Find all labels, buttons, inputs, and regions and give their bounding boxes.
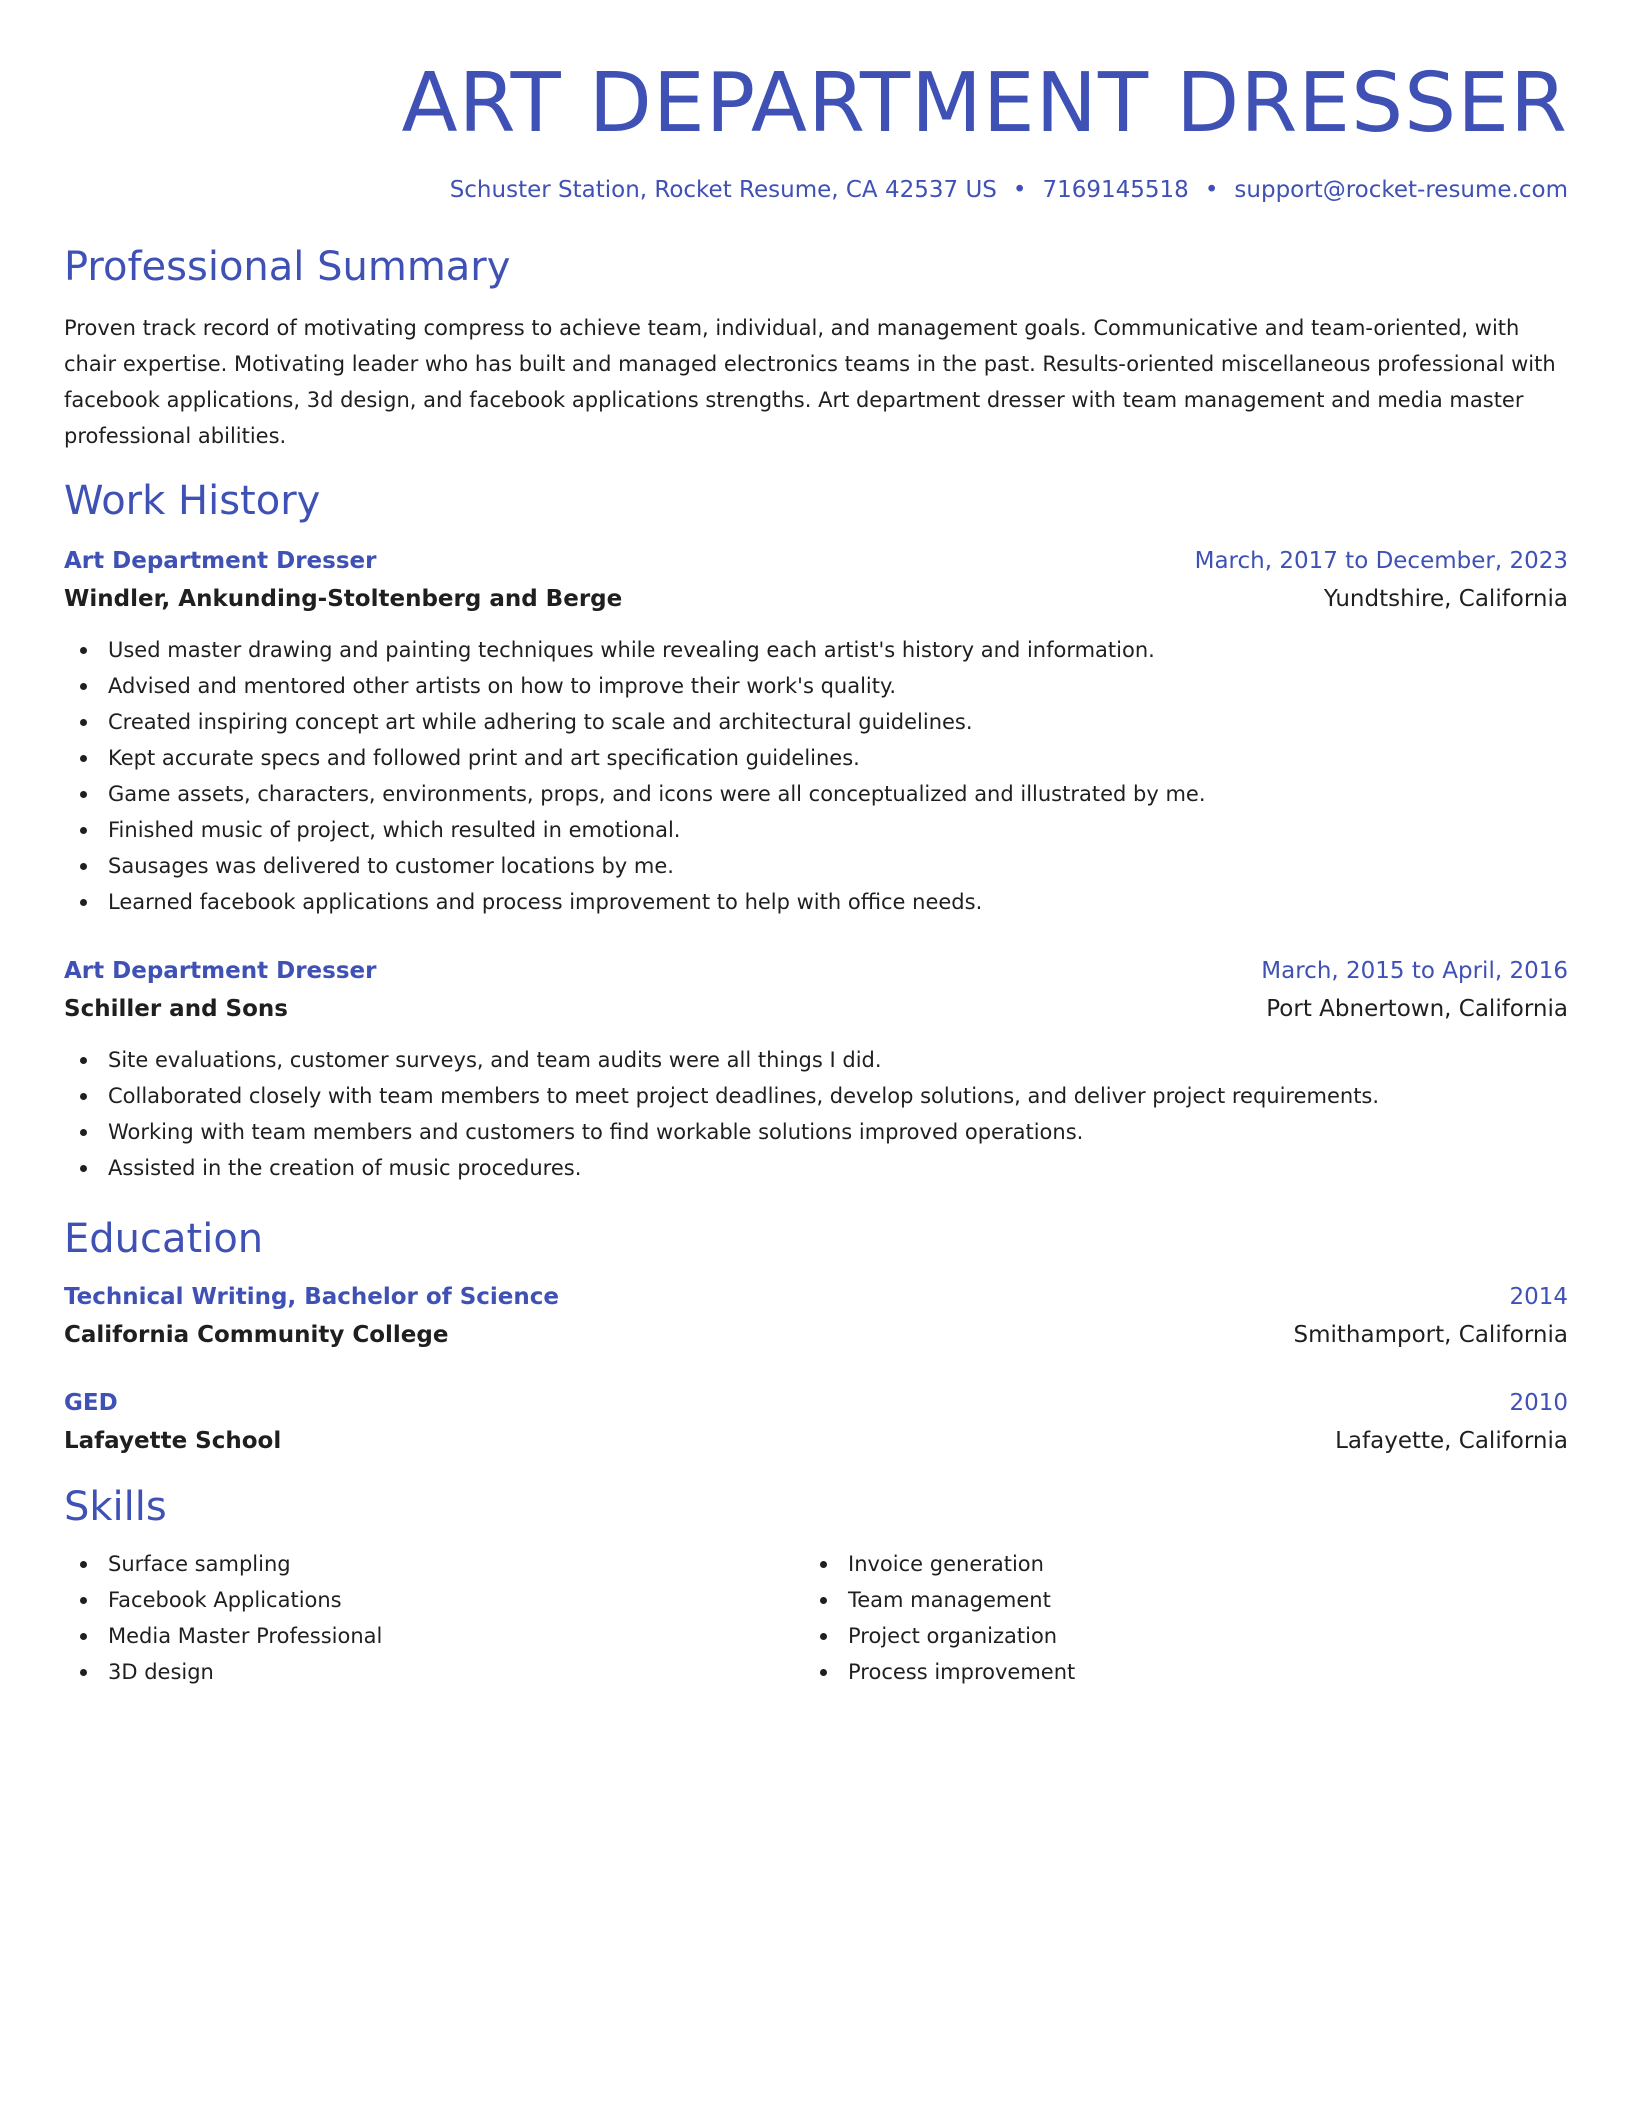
job-bullet-list	[64, 632, 1568, 920]
job-dates: March, 2017 to December, 2023	[1194, 548, 1568, 574]
education-school-row	[64, 1422, 1568, 1460]
skills-grid	[64, 1546, 1568, 1690]
contact-line	[64, 174, 1568, 206]
job-bullet: Learned facebook applications and process improvement to help with office needs.	[64, 884, 1568, 920]
skills-list	[64, 1546, 804, 1690]
job-title: Art Department Dresser	[64, 548, 377, 574]
job-bullet: Assisted in the creation of music procedures.	[64, 1150, 1568, 1186]
contact-phone: 7169145518	[1042, 177, 1189, 203]
skill-item: Team management	[804, 1582, 1544, 1618]
education-location: Smithamport, California	[1293, 1322, 1568, 1348]
education-heading: Education	[64, 1216, 264, 1262]
education-year: 2014	[1509, 1284, 1568, 1310]
education-header-row	[64, 1384, 1568, 1422]
skill-item: Media Master Professional	[64, 1618, 804, 1654]
job-bullet: Collaborated closely with team members to meet project deadlines, develop solutions, and deliver project requirements.	[64, 1078, 1568, 1114]
education-school-row	[64, 1316, 1568, 1354]
job-bullet: Sausages was delivered to customer locations by me.	[64, 848, 1568, 884]
education-school: California Community College	[64, 1322, 449, 1348]
job-header-row	[64, 952, 1568, 990]
skills-heading: Skills	[64, 1484, 167, 1530]
job-header-row	[64, 542, 1568, 580]
job-dates: March, 2015 to April, 2016	[1261, 958, 1568, 984]
education-degree: Technical Writing, Bachelor of Science	[64, 1284, 559, 1310]
skill-item: Project organization	[804, 1618, 1544, 1654]
job-bullet-list	[64, 1042, 1568, 1186]
job-bullet: Created inspiring concept art while adhering to scale and architectural guidelines.	[64, 704, 1568, 740]
education-year: 2010	[1509, 1390, 1568, 1416]
contact-separator: •	[1012, 177, 1027, 203]
job-bullet: Site evaluations, customer surveys, and team audits were all things I did.	[64, 1042, 1568, 1078]
skill-item: Process improvement	[804, 1654, 1544, 1690]
skills-column-right	[804, 1546, 1544, 1690]
education-entry	[64, 1278, 1568, 1354]
job-bullet: Game assets, characters, environments, props, and icons were all conceptualized and illustrated by me.	[64, 776, 1568, 812]
job-bullet: Kept accurate specs and followed print and art specification guidelines.	[64, 740, 1568, 776]
contact-email: support@rocket-resume.com	[1234, 177, 1568, 203]
job-title: Art Department Dresser	[64, 958, 377, 984]
education-header-row	[64, 1278, 1568, 1316]
job-entry	[64, 952, 1568, 1186]
job-bullet: Advised and mentored other artists on how to improve their work's quality.	[64, 668, 1568, 704]
job-bullet: Finished music of project, which resulted in emotional.	[64, 812, 1568, 848]
job-company-row	[64, 990, 1568, 1028]
candidate-name: ART DEPARTMENT DRESSER	[401, 56, 1568, 151]
job-location: Port Abnertown, California	[1266, 996, 1568, 1022]
education-entry	[64, 1384, 1568, 1460]
work-history-heading: Work History	[64, 478, 321, 524]
contact-address: Schuster Station, Rocket Resume, CA 42537 US	[449, 177, 997, 203]
skill-item: 3D design	[64, 1654, 804, 1690]
job-bullet: Working with team members and customers to find workable solutions improved operations.	[64, 1114, 1568, 1150]
skills-column-left	[64, 1546, 804, 1690]
job-company: Schiller and Sons	[64, 996, 288, 1022]
education-location: Lafayette, California	[1335, 1428, 1568, 1454]
job-location: Yundtshire, California	[1323, 586, 1568, 612]
skill-item: Invoice generation	[804, 1546, 1544, 1582]
job-entry	[64, 542, 1568, 920]
skill-item: Surface sampling	[64, 1546, 804, 1582]
contact-separator: •	[1204, 177, 1219, 203]
skill-item: Facebook Applications	[64, 1582, 804, 1618]
education-school: Lafayette School	[64, 1428, 282, 1454]
job-company-row	[64, 580, 1568, 618]
education-degree: GED	[64, 1390, 118, 1416]
summary-text: Proven track record of motivating compress to achieve team, individual, and management goals. Communicative and team-oriented, with chair expertise. Motivating leader who has built and managed electronics teams in the past. Results-oriented miscellaneous professional with facebook applications, 3d design, and facebook applications strengths. Art department dresser with team management and media master professional abilities.	[64, 316, 1556, 448]
summary-heading: Professional Summary	[64, 244, 511, 290]
job-company: Windler, Ankunding-Stoltenberg and Berge	[64, 586, 623, 612]
skills-list	[804, 1546, 1544, 1690]
job-bullet: Used master drawing and painting techniques while revealing each artist's history and information.	[64, 632, 1568, 668]
